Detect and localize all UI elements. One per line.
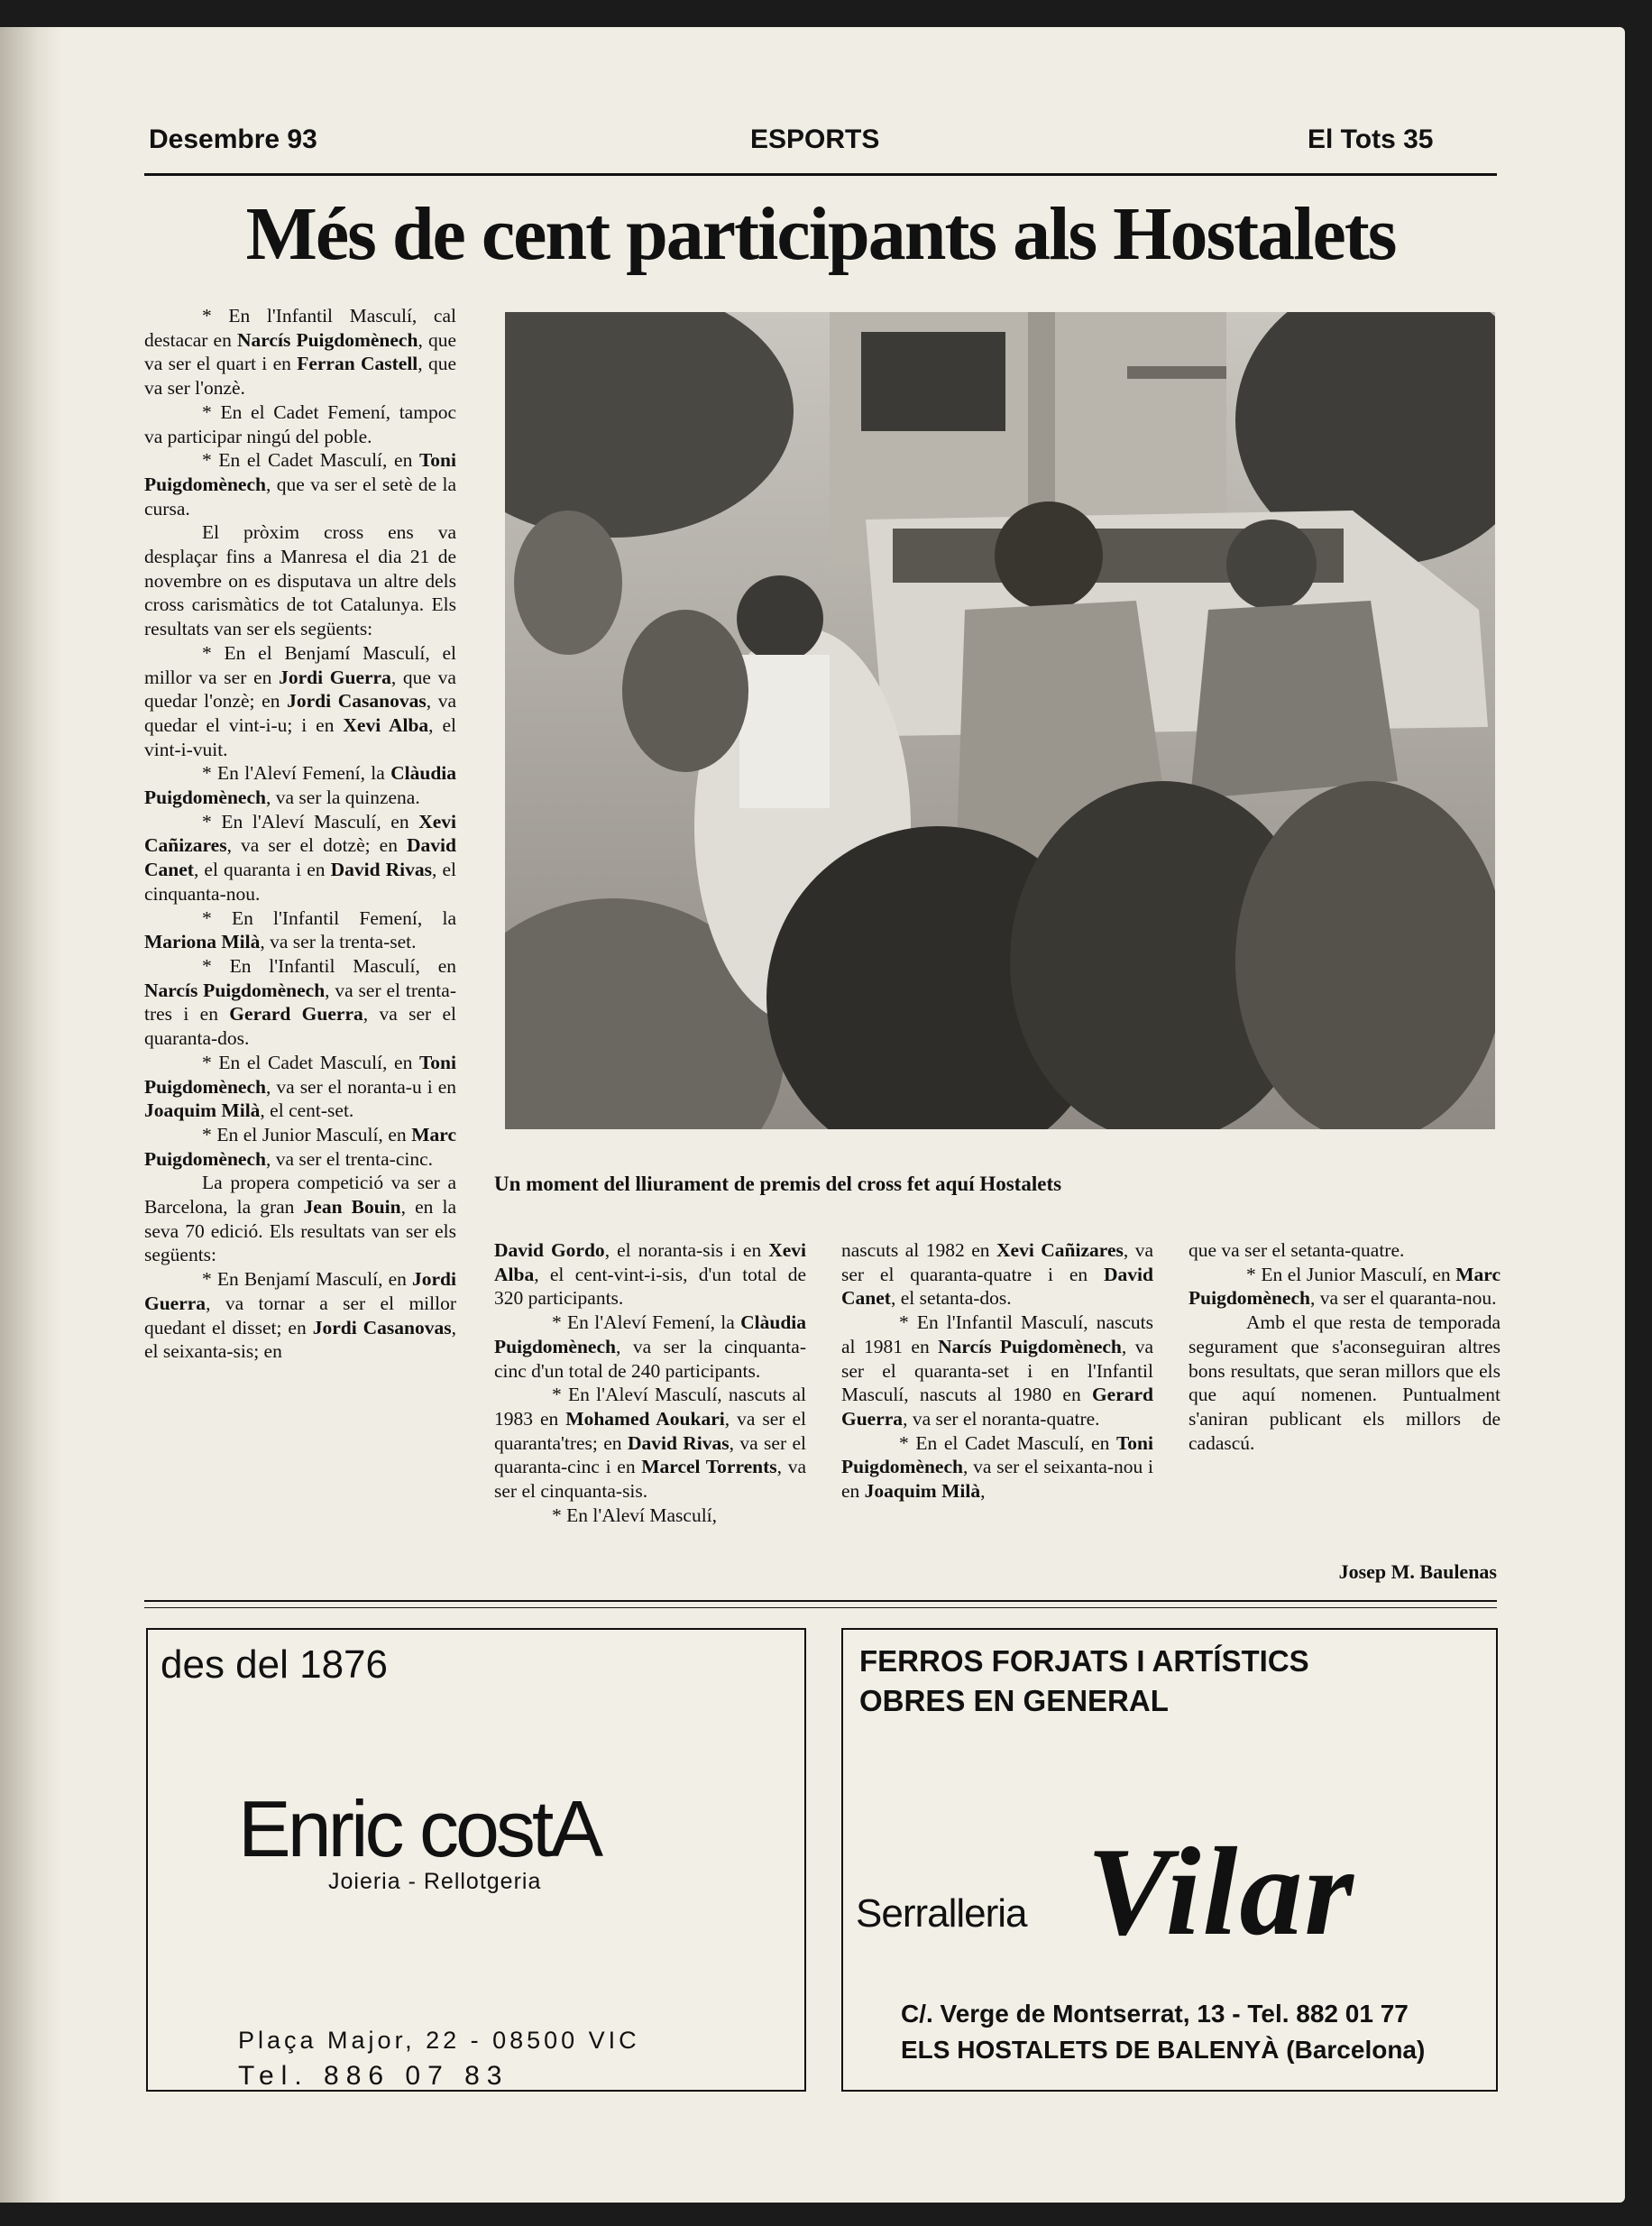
- article-paragraph: * En l'Aleví Femení, la Clàudia Puigdomènech, va ser la quinzena.: [144, 762, 456, 809]
- article-paragraph: La propera competició va ser a Barcelona, la gran Jean Bouin, en la seva 70 edició. Els resultats van ser els següents:: [144, 1172, 456, 1266]
- article-paragraph: * En l'Infantil Femení, la Mariona Milà, va ser la trenta-set.: [144, 906, 456, 953]
- ads-rule-bottom: [144, 1607, 1497, 1608]
- article-paragraph: * En l'Aleví Femení, la Clàudia Puigdomènech, va ser la cinquanta-cinc d'un total de 240 participants.: [494, 1311, 806, 1382]
- article-column-3: [841, 1238, 1153, 1504]
- header-page-number: El Tots 35: [1308, 124, 1434, 154]
- jeweller-address: Plaça Major, 22 - 08500 VIC: [238, 2027, 640, 2054]
- article-paragraph: David Gordo, el noranta-sis i en Xevi Alba, el cent-vint-i-sis, d'un total de 320 participants.: [494, 1239, 806, 1310]
- ironwork-town: ELS HOSTALETS DE BALENYÀ (Barcelona): [901, 2036, 1426, 2064]
- article-signature: Josep M. Baulenas: [1338, 1560, 1497, 1583]
- header-rule: [144, 173, 1497, 176]
- article-paragraph: nascuts al 1982 en Xevi Cañizares, va ser el quaranta-quatre i en David Canet, el setanta-dos.: [841, 1239, 1154, 1310]
- article-paragraph: * En l'Infantil Masculí, nascuts al 1981 en Narcís Puigdomènech, va ser el quaranta-set i en l'Infantil Masculí, nascuts al 1980 en Gerard Guerra, va ser el noranta-quatre.: [841, 1311, 1153, 1430]
- article-paragraph: * En el Benjamí Masculí, el millor va ser en Jordi Guerra, que va quedar l'onzè; en Jordi Casanovas, va quedar el vint-i-u; i en Xevi Alba, el vint-i-vuit.: [144, 641, 456, 760]
- jeweller-telephone: Tel. 886 07 83: [238, 2061, 509, 2091]
- article-paragraph: * En el Cadet Masculí, en Toni Puigdomènech, va ser el seixanta-nou i en Joaquim Milà,: [841, 1431, 1153, 1503]
- ironwork-line-2: OBRES EN GENERAL: [859, 1684, 1169, 1717]
- article-paragraph: * En l'Aleví Masculí,: [552, 1504, 718, 1526]
- article-paragraph: * En el Junior Masculí, en Marc Puigdomènech, va ser el quaranta-nou.: [1189, 1263, 1501, 1310]
- page-gutter: [0, 27, 63, 2203]
- ironwork-line-1: FERROS FORJATS I ARTÍSTICS: [859, 1644, 1309, 1678]
- photo-caption: Un moment del lliurament de premis del cross fet aquí Hostalets: [494, 1173, 1062, 1195]
- article-title: Més de cent participants als Hostalets: [245, 192, 1396, 276]
- article-column-1: [144, 304, 456, 1364]
- ironwork-advert: [841, 1628, 1498, 2092]
- article-paragraph: * En el Cadet Masculí, en Toni Puigdomènech, va ser el noranta-u i en Joaquim Milà, el cent-set.: [144, 1051, 456, 1122]
- ironwork-address: C/. Verge de Montserrat, 13 - Tel. 882 01 77: [901, 2000, 1409, 2028]
- article-paragraph: * En l'Aleví Masculí, nascuts al 1983 en Mohamed Aoukari, va ser el quaranta'tres; en David Rivas, va ser el quaranta-cinc i en Marcel Torrents, va ser el cinquanta-sis.: [494, 1384, 806, 1503]
- ads-rule-top: [144, 1600, 1497, 1602]
- article-paragraph: * En el Cadet Femení, tampoc va participar ningú del poble.: [144, 400, 456, 447]
- article-paragraph: * En el Junior Masculí, en Marc Puigdomènech, va ser el trenta-cinc.: [144, 1123, 456, 1170]
- jeweller-subtitle: Joieria - Rellotgeria: [328, 1869, 542, 1894]
- ad-since-text: des del 1876: [161, 1642, 388, 1687]
- jeweller-advert: [146, 1628, 806, 2092]
- vilar-logo: Vilar: [1087, 1822, 1355, 1962]
- article-column-4: [1189, 1238, 1501, 1455]
- header-section: ESPORTS: [750, 124, 880, 154]
- article-paragraph: El pròxim cross ens va desplaçar fins a Manresa el dia 21 de novembre on es disputava un altre dels cross carismàtics de tot Catalunya. Els resultats van ser els següents:: [144, 521, 456, 640]
- ironwork-serralleria: Serralleria: [856, 1891, 1027, 1936]
- article-paragraph: * En l'Aleví Masculí, en Xevi Cañizares, va ser el dotzè; en David Canet, el quaranta i en David Rivas, el cinquanta-nou.: [144, 810, 456, 905]
- photo-image: [505, 312, 1495, 1129]
- article-paragraph: * En Benjamí Masculí, en Jordi Guerra, va tornar a ser el millor quedant el disset; en Jordi Casanovas, el seixanta-sis; en: [144, 1268, 456, 1363]
- jeweller-logo: Enric costA: [238, 1784, 601, 1873]
- article-paragraph: * En l'Infantil Masculí, en Narcís Puigdomènech, va ser el trenta-tres i en Gerard Guerra, va ser el quaranta-dos.: [144, 954, 456, 1050]
- header-date: Desembre 93: [149, 124, 317, 154]
- article-paragraph: * En el Cadet Masculí, en Toni Puigdomènech, que va ser el setè de la cursa.: [144, 449, 456, 520]
- award-ceremony-photo: [505, 312, 1495, 1129]
- article-paragraph: que va ser el setanta-quatre.: [1189, 1239, 1405, 1261]
- article-paragraph: Amb el que resta de temporada segurament que s'aconseguiran altres bons resultats, que seran millors que els que aquí nomenen. Puntualment s'aniran publicant els millors de cadascú.: [1189, 1311, 1501, 1454]
- article-column-2: [494, 1238, 806, 1527]
- article-paragraph: * En l'Infantil Masculí, cal destacar en Narcís Puigdomènech, que va ser el quart i en Ferran Castell, que va ser l'onzè.: [144, 305, 456, 400]
